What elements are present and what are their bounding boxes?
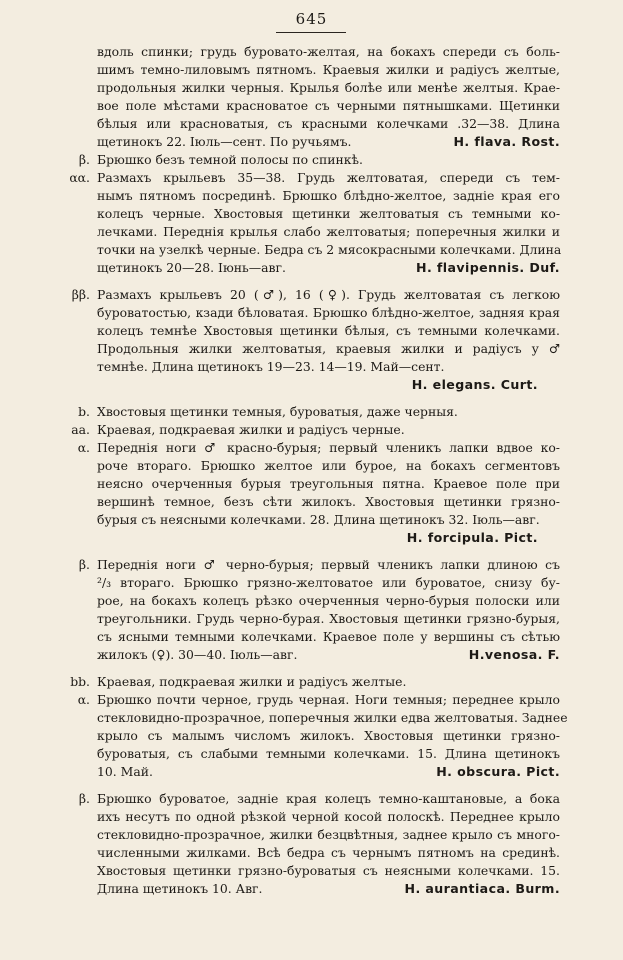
entry-marker: b. bbox=[78, 404, 90, 419]
key-entry bbox=[78, 403, 560, 421]
entry-marker: aa. bbox=[71, 422, 90, 437]
page-number: 645 bbox=[295, 10, 328, 28]
text-line: съ ясными темными колечками. Краевое поле у вершины съ сѣтью bbox=[97, 629, 560, 644]
text-line: колецъ темнѣе Хвостовыя щетинки бѣлыя, съ темными колечками. bbox=[97, 323, 560, 338]
key-entry bbox=[71, 421, 560, 439]
text-line-with-species bbox=[97, 259, 560, 277]
key-entry bbox=[78, 790, 560, 898]
species-name-line bbox=[97, 376, 560, 394]
text-line: Краевая, подкраевая жилки и радіусъ черные. bbox=[97, 422, 405, 437]
text-line-with-species bbox=[97, 880, 560, 898]
entry-marker: β. bbox=[78, 152, 90, 167]
text-line: буроватостью, кзади бѣловатая. Брюшко блѣдно-желтое, задняя края bbox=[97, 305, 560, 320]
text-line: неясно очерченныя бурыя треугольныя пятна. Краевое поле при bbox=[97, 476, 560, 491]
key-entry bbox=[78, 151, 560, 169]
entry-gap bbox=[0, 277, 623, 286]
text-line: буроватыя, съ слабыми темными колечками. 15. Длина щетинокъ bbox=[97, 746, 560, 761]
text-line: Продольныя жилки желтоватыя, краевыя жилки и радіусъ у ♂ bbox=[97, 341, 560, 356]
text-line: Брюшко почти черное, грудь черная. Ноги темныя; переднее крыло bbox=[97, 692, 560, 707]
text-line: темнѣе. Длина щетинокъ 19—23. 14—19. Май—сент. bbox=[97, 359, 445, 374]
text-line-with-species bbox=[97, 763, 560, 781]
key-entry bbox=[69, 169, 562, 277]
text-line: ихъ несутъ по одной рѣзкой черной косой полоскѣ. Переднее крыло bbox=[97, 809, 560, 824]
species-name: H. aurantiaca. Burm. bbox=[404, 881, 560, 896]
page-body bbox=[0, 43, 623, 898]
text-line: рое, на бокахъ колецъ рѣзко очерченныя черно-бурыя полоски или bbox=[97, 593, 560, 608]
entry-marker: α. bbox=[77, 440, 90, 455]
text-line: щетинокъ 20—28. Іюнь—авг. bbox=[97, 260, 286, 275]
text-line: Размахъ крыльевъ 35—38. Грудь желтоватая, спереди съ тем- bbox=[97, 170, 560, 185]
species-name-line bbox=[97, 529, 560, 547]
entry-marker: bb. bbox=[70, 674, 90, 689]
text-line: колецъ черные. Хвостовыя щетинки желтоватыя съ темными ко- bbox=[97, 206, 560, 221]
species-name: H.venosa. F. bbox=[468, 647, 560, 662]
entry-marker: ββ. bbox=[71, 287, 90, 302]
text-line-with-species bbox=[97, 646, 560, 664]
species-name: H. flavipennis. Duf. bbox=[416, 260, 560, 275]
text-line: стекловидно-прозрачное, жилки безцвѣтныя, заднее крыло съ много- bbox=[97, 827, 560, 842]
text-line: стекловидно-прозрачное, поперечныя жилки едва желтоватыя. Заднее bbox=[97, 710, 568, 725]
text-line: продольныя жилки черныя. Крылья болѣе или менѣе желтыя. Крае- bbox=[97, 80, 560, 95]
text-line: крыло съ малымъ числомъ жилокъ. Хвостовыя щетинки грязно- bbox=[97, 728, 560, 743]
species-name: H. obscura. Pict. bbox=[436, 764, 560, 779]
entry-marker: β. bbox=[78, 791, 90, 806]
entry-marker: α. bbox=[77, 692, 90, 707]
text-line: Переднія ноги ♂ красно-бурыя; первый членикъ лапки вдвое ко- bbox=[97, 440, 560, 455]
text-line: точки на узелкѣ черные. Бедра съ 2 мясокрасными колечками. Длина bbox=[97, 242, 562, 257]
text-line: шимъ темно-лиловымъ пятномъ. Краевыя жилки и радіусъ желтые, bbox=[97, 62, 560, 77]
text-line: щетинокъ 22. Іюль—сент. По ручьямъ. bbox=[97, 134, 352, 149]
text-line: ²/₃ втораго. Брюшко грязно-желтоватое или буроватое, снизу бу- bbox=[97, 575, 560, 590]
text-line: вое поле мѣстами красноватое съ черными пятнышками. Щетинки bbox=[97, 98, 560, 113]
text-line: бурыя съ неясными колечками. 28. Длина щетинокъ 32. Іюль—авг. bbox=[97, 512, 540, 527]
text-line: Размахъ крыльевъ 20 (♂), 16 (♀). Грудь желтоватая съ легкою bbox=[97, 287, 560, 302]
text-line: Хвостовыя щетинки темныя, буроватыя, даже черныя. bbox=[97, 404, 458, 419]
text-line: численными жилками. Всѣ бедра съ чернымъ пятномъ на срединѣ. bbox=[97, 845, 560, 860]
text-line: жилокъ (♀). 30—40. Іюль—авг. bbox=[97, 647, 298, 662]
species-name: H. flava. Rost. bbox=[453, 134, 560, 149]
entry-gap bbox=[0, 781, 623, 790]
entry-marker: β. bbox=[78, 557, 90, 572]
text-line-with-species bbox=[97, 133, 560, 151]
key-entry bbox=[70, 673, 560, 691]
text-line: треугольники. Грудь черно-бурая. Хвостовыя щетинки грязно-бурыя, bbox=[97, 611, 560, 626]
text-line: 10. Май. bbox=[97, 764, 153, 779]
text-line: вдоль спинки; грудь буровато-желтая, на бокахъ спереди съ боль- bbox=[97, 44, 560, 59]
species-name: H. elegans. Curt. bbox=[411, 377, 538, 392]
text-line: роче втораго. Брюшко желтое или бурое, на бокахъ сегментовъ bbox=[97, 458, 560, 473]
text-line: Хвостовыя щетинки грязно-буроватыя съ неясными колечками. 15. bbox=[97, 863, 560, 878]
key-entry bbox=[77, 439, 560, 547]
entry-gap bbox=[0, 394, 623, 403]
entry-marker: αα. bbox=[69, 170, 90, 185]
key-entry bbox=[71, 286, 560, 394]
key-entry bbox=[77, 691, 568, 781]
entry-gap bbox=[0, 664, 623, 673]
text-line: лечками. Переднія крылья слабо желтоватыя; поперечныя жилки и bbox=[97, 224, 560, 239]
text-line: Брюшко буроватое, задніе края колецъ темно-каштановые, а бока bbox=[97, 791, 560, 806]
key-entry bbox=[78, 556, 560, 664]
text-line: вершинѣ темное, безъ сѣти жилокъ. Хвостовыя щетинки грязно- bbox=[97, 494, 560, 509]
text-line: Брюшко безъ темной полосы по спинкѣ. bbox=[97, 152, 363, 167]
header-rule bbox=[276, 32, 346, 33]
text-line: Длина щетинокъ 10. Авг. bbox=[97, 881, 263, 896]
entry-gap bbox=[0, 547, 623, 556]
text-line: Краевая, подкраевая жилки и радіусъ желтые. bbox=[97, 674, 407, 689]
species-name: H. forcipula. Pict. bbox=[406, 530, 538, 545]
key-entry bbox=[97, 43, 560, 151]
text-line: Переднія ноги ♂ черно-бурыя; первый членикъ лапки длиною съ bbox=[97, 557, 560, 572]
text-line: бѣлыя или красноватыя, съ красными колечками .32—38. Длина bbox=[97, 116, 560, 131]
text-line: нымъ пятномъ посрединѣ. Брюшко блѣдно-желтое, задніе края его bbox=[97, 188, 560, 203]
